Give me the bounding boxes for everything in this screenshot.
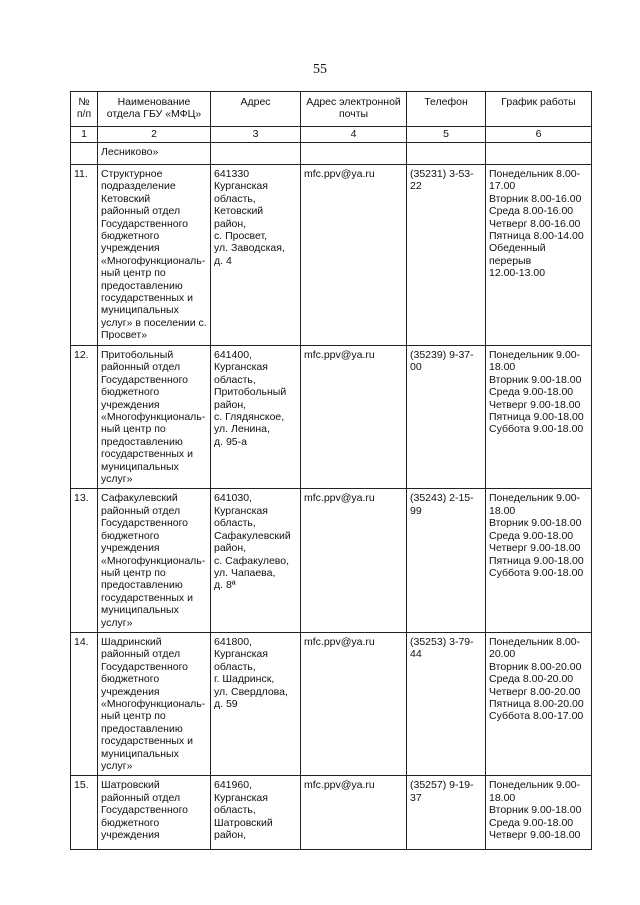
row-address: 641030, Курганская область, Сафакулевский район, с. Сафакулево, ул. Чапаева, д. 8ª: [211, 489, 301, 632]
column-numbers-row: [71, 127, 592, 143]
row-name: Лесниково»: [98, 143, 211, 165]
row-phone: (35253) 3-79- 44: [407, 632, 486, 775]
col-number: 5: [407, 127, 486, 143]
row-name: Структурное подразделение Кетовский районный отдел Государственного бюджетного учреждения «Многофункциональ- ный центр по предоставлению государственных и муниципальных услуг» в поселении с. Просвет»: [98, 165, 211, 346]
row-email: mfc.ppv@ya.ru: [301, 165, 407, 346]
row-no: [71, 143, 98, 165]
header-name: Наименование отдела ГБУ «МФЦ»: [98, 92, 211, 127]
header-email: Адрес электронной почты: [301, 92, 407, 127]
col-number: 6: [486, 127, 592, 143]
header-address: Адрес: [211, 92, 301, 127]
row-schedule: Понедельник 8.00- 17.00 Вторник 8.00-16.00 Среда 8.00-16.00 Четверг 8.00-16.00 Пятница 8.00-14.00 Обеденный перерыв 12.00-13.00: [486, 165, 592, 346]
col-number: 1: [71, 127, 98, 143]
row-email: mfc.ppv@ya.ru: [301, 346, 407, 489]
row-phone: (35257) 9-19- 37: [407, 776, 486, 850]
table-header-row: [71, 92, 592, 127]
row-name: Шадринский районный отдел Государственного бюджетного учреждения «Многофункциональ- ный центр по предоставлению государственных и муниципальных услуг»: [98, 632, 211, 775]
row-schedule: Понедельник 9.00- 18.00 Вторник 9.00-18.00 Среда 9.00-18.00 Четверг 9.00-18.00: [486, 776, 592, 850]
row-name: Притобольный районный отдел Государственного бюджетного учреждения «Многофункциональ- ный центр по предоставлению государственных и муниципальных услуг»: [98, 346, 211, 489]
table-row: [71, 632, 592, 775]
row-no: 15.: [71, 776, 98, 850]
row-address: [211, 143, 301, 165]
row-schedule: [486, 143, 592, 165]
row-phone: (35243) 2-15- 99: [407, 489, 486, 632]
row-name: Сафакулевский районный отдел Государственного бюджетного учреждения «Многофункциональ- ный центр по предоставлению государственных и муниципальных услуг»: [98, 489, 211, 632]
row-address: 641330 Курганская область, Кетовский район, с. Просвет, ул. Заводская, д. 4: [211, 165, 301, 346]
header-no: № п/п: [71, 92, 98, 127]
row-address: 641960, Курганская область, Шатровский район,: [211, 776, 301, 850]
row-no: 11.: [71, 165, 98, 346]
row-name: Шатровский районный отдел Государственного бюджетного учреждения: [98, 776, 211, 850]
row-phone: [407, 143, 486, 165]
table-row: [71, 143, 592, 165]
row-email: [301, 143, 407, 165]
col-number: 4: [301, 127, 407, 143]
mfc-offices-table: [70, 91, 592, 850]
row-schedule: Понедельник 9.00- 18.00 Вторник 9.00-18.00 Среда 9.00-18.00 Четверг 9.00-18.00 Пятница 9.00-18.00 Суббота 9.00-18.00: [486, 346, 592, 489]
header-phone: Телефон: [407, 92, 486, 127]
row-phone: (35239) 9-37- 00: [407, 346, 486, 489]
table-row: [71, 776, 592, 850]
row-schedule: Понедельник 8.00- 20.00 Вторник 8.00-20.00 Среда 8.00-20.00 Четверг 8.00-20.00 Пятница 8.00-20.00 Суббота 8.00-17.00: [486, 632, 592, 775]
col-number: 3: [211, 127, 301, 143]
table-row: [71, 489, 592, 632]
row-phone: (35231) 3-53- 22: [407, 165, 486, 346]
row-address: 641400, Курганская область, Притобольный район, с. Глядянское, ул. Ленина, д. 95-а: [211, 346, 301, 489]
row-email: mfc.ppv@ya.ru: [301, 489, 407, 632]
row-schedule: Понедельник 9.00- 18.00 Вторник 9.00-18.00 Среда 9.00-18.00 Четверг 9.00-18.00 Пятница 9.00-18.00 Суббота 9.00-18.00: [486, 489, 592, 632]
row-no: 13.: [71, 489, 98, 632]
table-row: [71, 165, 592, 346]
page-number: 55: [313, 62, 327, 77]
row-email: mfc.ppv@ya.ru: [301, 776, 407, 850]
row-no: 14.: [71, 632, 98, 775]
row-no: 12.: [71, 346, 98, 489]
header-schedule: График работы: [486, 92, 592, 127]
col-number: 2: [98, 127, 211, 143]
row-email: mfc.ppv@ya.ru: [301, 632, 407, 775]
table-row: [71, 346, 592, 489]
row-address: 641800, Курганская область, г. Шадринск, ул. Свердлова, д. 59: [211, 632, 301, 775]
